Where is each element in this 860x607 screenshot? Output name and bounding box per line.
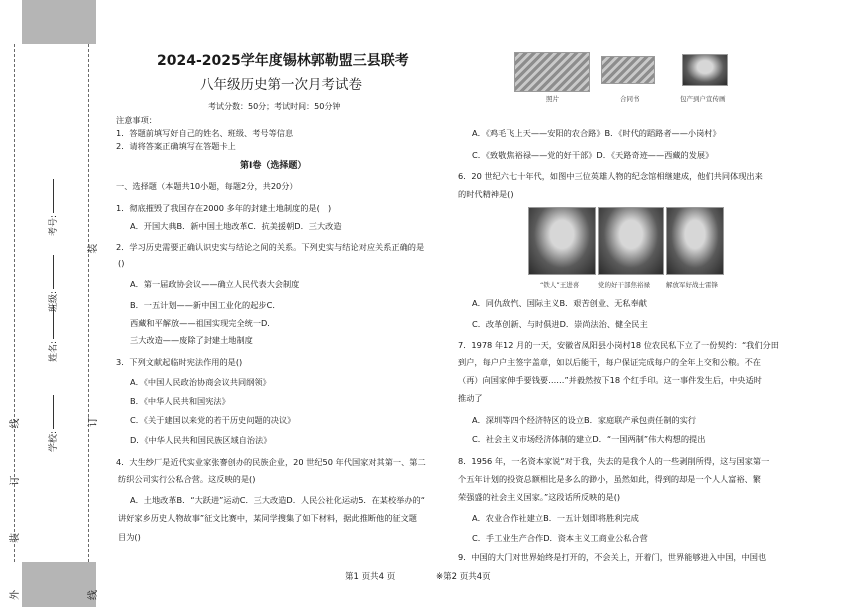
hero-caption: “铁人”王进喜 [540,281,580,289]
question-stem: 的时代精神是() [458,189,514,199]
question-option[interactable]: 西藏和平解放——祖国实现完全统一D． [130,318,276,328]
question-stem: 9．中国的大门对世界始终是打开的，不会关上，开着门，世界能够进入中国，中国也 [458,552,767,562]
photo-image [514,52,590,92]
question-stem: 8．1956 年，一名资本家说“对于我，失去的是我个人的一些剥削所得，这与国家第一 [458,456,770,466]
question-option[interactable]: A．深圳等四个经济特区的设立B．家庭联产承包责任制的实行 [472,415,697,425]
school-label: 学校: [49,430,59,452]
question-stem: 推动了 [458,393,483,403]
question-option[interactable]: A．土地改革B．“大跃进”运动C．三大改造D．人民公社化运动5．在某校举办的“ [130,495,425,505]
class-label: 班级: [49,290,59,312]
question-option[interactable]: C．《关于建国以来党的若干历史问题的决议》 [130,415,296,425]
question-stem: () [118,258,125,268]
page-number-left: 第1 页共4 页 [345,572,396,582]
class-line [53,255,54,289]
question-option[interactable]: A．第一届政协会议——确立人民代表大会制度 [130,279,300,289]
question-option[interactable]: A．《鸡毛飞上天——安阳的农合路》B．《时代的蹈路者——小岗村》 [472,128,721,138]
question-option[interactable]: D．《中华人民共和国民族区域自治法》 [130,435,272,445]
note-item: 1．答题前填写好自己的姓名、班级、考号等信息 [116,128,294,138]
question-stem: （再）向国家伸手要钱要……”并毅然按下18 个红手印。这一事件发生后，中央适时 [458,375,762,385]
question-option[interactable]: C．改革创新、与时俱进D．崇尚法治、健全民主 [472,319,648,329]
id-line [53,179,54,213]
binding-gutter [0,0,106,607]
name-label: 姓名: [49,340,59,362]
question-stem: 2．学习历史需要正确认识史实与结论之间的关系。下列史实与结论对应关系正确的是 [116,242,425,252]
class-field[interactable] [46,255,59,312]
note-item: 2．请将答案正确填写在答题卡上 [116,141,236,151]
poster-image [682,54,728,86]
school-field[interactable] [46,395,59,452]
hero-caption: 党的好干部焦裕禄 [598,281,650,289]
exam-meta: 考试分数：50分；考试时间：50分钟 [208,102,341,111]
question-stem: 7．1978 年12 月的一天，安徽省凤阳县小岗村18 位农民私下立了一份契约：“我们分田 [458,340,779,350]
page-number-right: ※第2 页共4页 [436,572,491,582]
question-option[interactable]: B．一五计划——新中国工业化的起步C． [130,300,281,310]
question-option[interactable]: C．《致敬焦裕禄——党的好干部》D．《天路奇迹——西藏的发展》 [472,150,714,160]
question-option[interactable]: A．同仇敌忾、国际主义B．艰苦创业、无私奉献 [472,298,647,308]
hero-photo-jiao-yulu [598,207,664,275]
outer-binding-text: 外 装 订 线 [10,396,21,600]
question-option[interactable]: A．开国大典B．新中国土地改革C．抗美援朝D．三大改造 [130,221,342,231]
question-option[interactable]: B．《中华人民共和国宪法》 [130,396,230,406]
id-label: 考号: [49,214,59,236]
question-option[interactable]: A．农业合作社建立B．一五计划即将胜利完成 [472,513,639,523]
school-line [53,395,54,429]
hero-caption: 解放军好战士雷锋 [666,281,718,289]
contract-image [601,56,655,84]
inner-binding-text: 线 订 装 [88,163,99,600]
question-stem: 讲好家乡历史人物故事”征文比赛中，某同学搜集了如下材料，据此推断他的征文题 [118,513,417,523]
exam-subtitle: 八年级历史第一次月考试卷 [200,77,362,93]
question-option[interactable]: 三大改造——废除了封建土地制度 [130,335,253,345]
question-stem: 荣强盛的社会主义国家。”这段话所反映的是() [458,492,621,502]
hero-photo-lei-feng [666,207,724,275]
question-stem: 个五年计划的投资总额相比是多么的渺小，虽然如此，得到的却是一个人人富裕、繁 [458,474,761,484]
exam-title: 2024-2025学年度锡林郭勒盟三县联考 [157,53,409,69]
question-stem: 到户，每户户主签字盖章，如以后能干，每户保证完成每户的全年上交和公粮。不在 [458,357,761,367]
question-option[interactable]: C．社会主义市场经济体制的建立D．“一国两制”伟大构想的提出 [472,434,706,444]
question-stem: 4．大生纱厂是近代实业家张謇创办的民族企业，20 世纪50 年代国家对其第一、第二 [116,457,426,467]
name-field[interactable] [46,305,59,362]
question-stem: 6．20 世纪六七十年代，如图中三位英雄人物的纪念馆相继建成，他们共同体现出来 [458,171,763,181]
question-stem: 纺织公司实行公私合营。这反映的是() [118,474,256,484]
question-stem: 3．下列文献起临时宪法作用的是() [116,357,243,367]
contract-caption: 合同书 [620,95,640,103]
part1-title: 第Ⅰ卷（选择题） [240,161,307,171]
section-heading: 一、选择题（本题共10小题，每题2分，共20分） [116,181,298,191]
question-stem: 目为() [118,532,141,542]
photo-caption: 照片 [546,95,559,103]
gutter-top-bar [22,0,96,44]
question-option[interactable]: A．《中国人民政治协商会议共同纲领》 [130,377,271,387]
hero-photo-wang-jinxi [528,207,596,275]
notes-heading: 注意事项： [116,115,157,125]
question-option[interactable]: C．手工业生产合作D．资本主义工商业公私合营 [472,533,648,543]
question-stem: 1．彻底摧毁了我国存在2000 多年的封建土地制度的是( ) [116,203,332,213]
poster-caption: 包产到户宣传画 [680,95,726,103]
id-field[interactable] [46,179,59,236]
